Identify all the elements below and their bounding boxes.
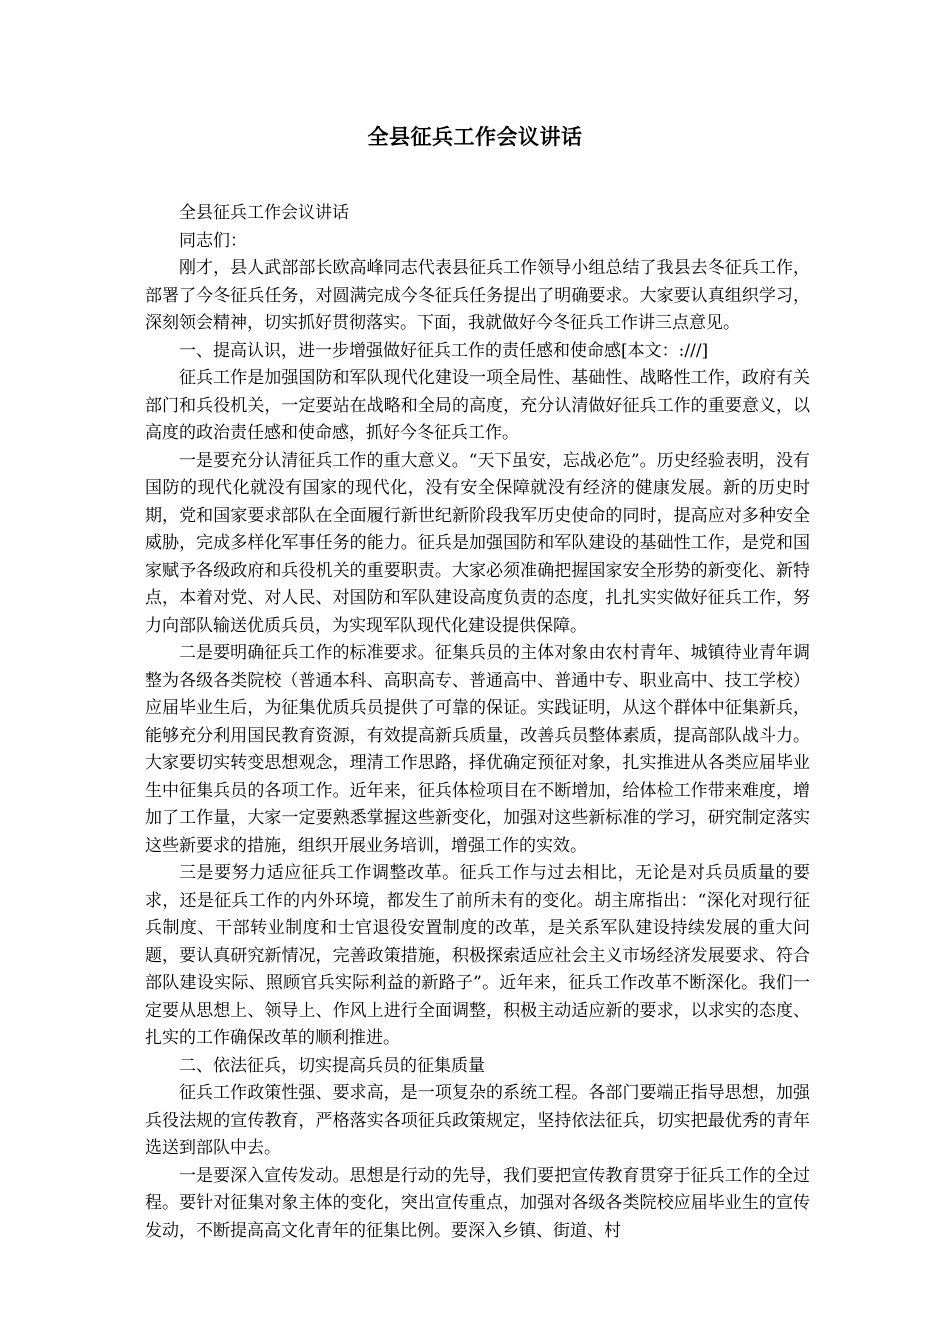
- body-paragraph: 二是要明确征兵工作的标准要求。征集兵员的主体对象由农村青年、城镇待业青年调整为各级各类院校（普通本科、高职高专、普通高中、普通中专、职业高中、技工学校）应届毕业生后，为征集优质兵员提供了可靠的保证。实践证明，从这个群体中征集新兵，能够充分利用国民教育资源，有效提高新兵质量，改善兵员整体素质，提高部队战斗力。大家要切实转变思想观念，理清工作思路，择优确定预征对象，扎实推进从各类应届毕业生中征集兵员的各项工作。近年来，征兵体检项目在不断增加，给体检工作带来难度，增加了工作量，大家一定要熟悉掌握这些新变化，加强对这些新标准的学习，研究制定落实这些新要求的措施，组织开展业务培训，增强工作的实效。: [145, 643, 810, 856]
- body-paragraph: 征兵工作是加强国防和军队现代化建设一项全局性、基础性、战略性工作，政府有关部门和兵役机关，一定要站在战略和全局的高度，充分认清做好征兵工作的重要意义，以高度的政治责任感和使命感，抓好今冬征兵工作。: [145, 368, 810, 443]
- document-body: [145, 200, 810, 1245]
- body-paragraph: 一是要深入宣传发动。思想是行动的先导，我们要把宣传教育贯穿于征兵工作的全过程。要针对征集对象主体的变化，突出宣传重点，加强对各级各类院校应届毕业生的宣传发动，不断提高高文化青年的征集比例。要深入乡镇、街道、村: [145, 1165, 810, 1241]
- section-heading: 二、依法征兵，切实提高兵员的征集质量: [179, 1055, 485, 1076]
- subtitle-paragraph: 全县征兵工作会议讲话: [179, 203, 349, 223]
- body-paragraph: 征兵工作政策性强、要求高，是一项复杂的系统工程。各部门要端正指导思想，加强兵役法规的宣传教育，严格落实各项征兵政策规定，坚持依法征兵，切实把最优秀的青年选送到部队中去。: [145, 1083, 810, 1158]
- section-heading: 一、提高认识，进一步增强做好征兵工作的责任感和使命感[本文：:///]: [179, 340, 709, 361]
- document-title: 全县征兵工作会议讲话: [367, 124, 583, 149]
- body-paragraph: 刚才，县人武部部长欧高峰同志代表县征兵工作领导小组总结了我县去冬征兵工作，部署了今冬征兵任务，对圆满完成今冬征兵任务提出了明确要求。大家要认真组织学习，深刻领会精神，切实抓好贯彻落实。下面，我就做好今冬征兵工作讲三点意见。: [145, 258, 810, 333]
- salutation-paragraph: 同志们：: [179, 230, 247, 251]
- body-paragraph: 一是要充分认清征兵工作的重大意义。“天下虽安，忘战必危”。历史经验表明，没有国防的现代化就没有国家的现代化，没有安全保障就没有经济的健康发展。新的历史时期，党和国家要求部队在全面履行新世纪新阶段我军历史使命的同时，提高应对多种安全威胁，完成多样化军事任务的能力。征兵是加强国防和军队建设的基础性工作，是党和国家赋予各级政府和兵役机关的重要职责。大家必须准确把握国家安全形势的新变化、新特点，本着对党、对人民、对国防和军队建设高度负责的态度，扎扎实实做好征兵工作，努力向部队输送优质兵员，为实现军队现代化建设提供保障。: [145, 450, 810, 636]
- body-paragraph: 三是要努力适应征兵工作调整改革。征兵工作与过去相比，无论是对兵员质量的要求，还是征兵工作的内外环境，都发生了前所未有的变化。胡主席指出：“深化对现行征兵制度、干部转业制度和士官退役安置制度的改革，是关系军队建设持续发展的重大问题，要认真研究新情况，完善政策措施，积极探索适应社会主义市场经济发展要求、符合部队建设实际、照顾官兵实际利益的新路子”。近年来，征兵工作改革不断深化。我们一定要从思想上、领导上、作风上进行全面调整，积极主动适应新的要求，以求实的态度、扎实的工作确保改革的顺利推进。: [145, 863, 810, 1048]
